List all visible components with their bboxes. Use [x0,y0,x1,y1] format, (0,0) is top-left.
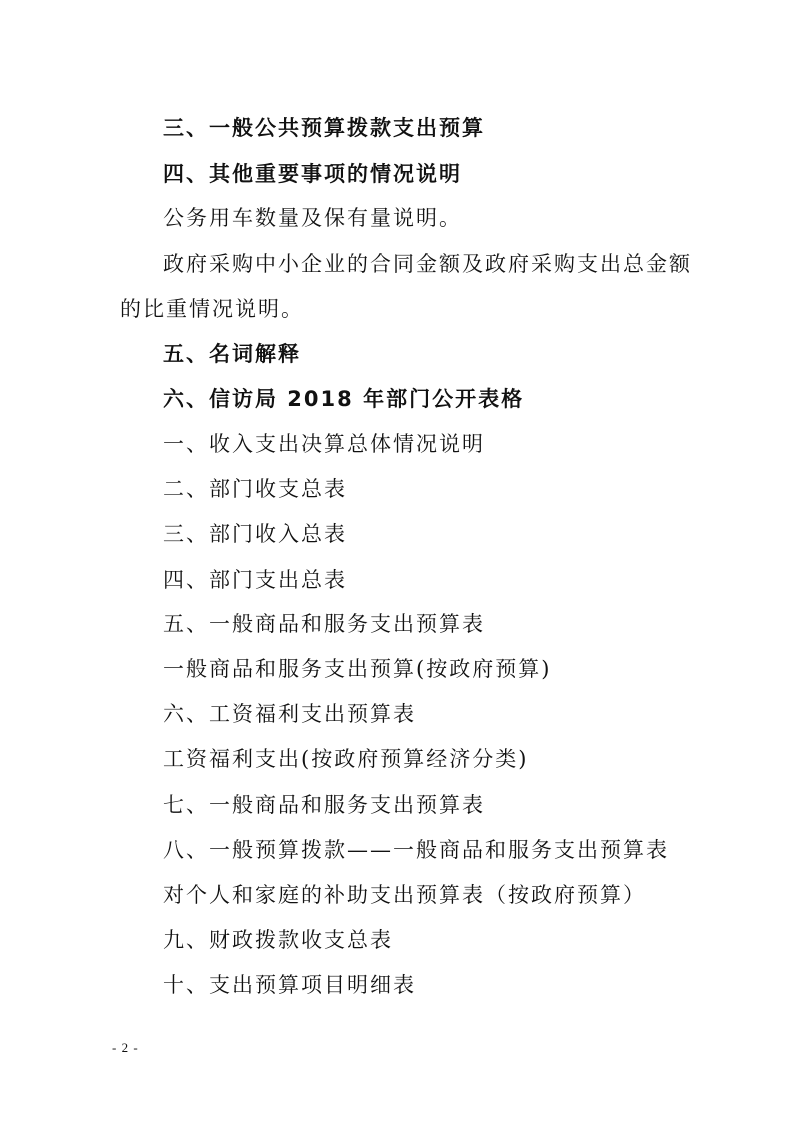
table-item-8-sub: 对个人和家庭的补助支出预算表（按政府预算） [163,883,646,907]
table-item-6-sub: 工资福利支出(按政府预算经济分类) [163,747,529,771]
heading-public-tables: 六、信访局 2018 年部门公开表格 [163,387,525,411]
table-item-5: 五、一般商品和服务支出预算表 [163,612,485,636]
heading-glossary: 五、名词解释 [163,342,301,366]
table-item-6: 六、工资福利支出预算表 [163,702,416,726]
table-item-2: 二、部门收支总表 [163,477,347,501]
table-item-5-sub: 一般商品和服务支出预算(按政府预算) [163,657,552,681]
paragraph-procurement-line-2: 的比重情况说明。 [120,297,304,321]
heading-general-public-budget: 三、一般公共预算拨款支出预算 [163,116,485,140]
table-item-10: 十、支出预算项目明细表 [163,973,416,997]
table-item-8: 八、一般预算拨款——一般商品和服务支出预算表 [163,838,669,862]
table-item-9: 九、财政拨款收支总表 [163,928,393,952]
table-item-3: 三、部门收入总表 [163,522,347,546]
heading-other-important-matters: 四、其他重要事项的情况说明 [163,162,462,186]
page-number: - 2 - [112,1040,139,1055]
table-item-1: 一、收入支出决算总体情况说明 [163,432,485,456]
paragraph-official-vehicles: 公务用车数量及保有量说明。 [163,206,462,230]
paragraph-procurement-line-1: 政府采购中小企业的合同金额及政府采购支出总金额 [163,252,692,276]
table-item-7: 七、一般商品和服务支出预算表 [163,793,485,817]
table-item-4: 四、部门支出总表 [163,568,347,592]
